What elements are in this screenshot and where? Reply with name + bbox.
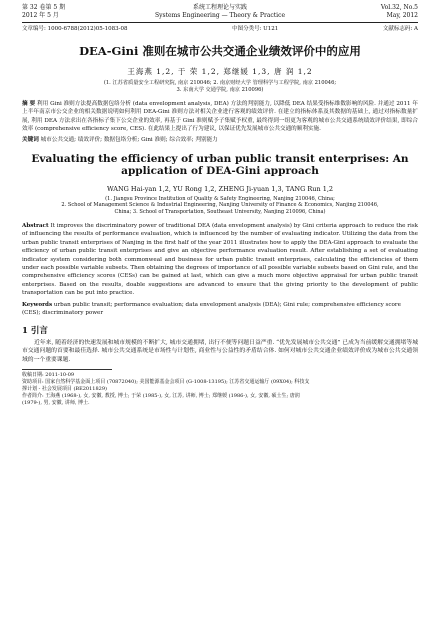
abstract-en-label: Abstract [22, 223, 49, 230]
affiliations-en [22, 196, 418, 216]
funding-line1: 资助项目: 国家自然科学基金面上项目 (70872040); 美国能源基金会项目 (G-1008-13195); 江苏省交通运输厅 (09X04); 科技支 [22, 379, 310, 386]
keywords-en-text: urban public transit; performance evaluation; data envelopment analysis (DEA); Gini rule; comprehensive efficiency score (CES); discriminatory power [22, 301, 401, 316]
title-en [22, 153, 418, 178]
journal-name-zh: 系统工程理论与实践 [192, 4, 247, 11]
volume-zh: 第 32 卷第 5 期 [22, 4, 66, 11]
authors-zh: 王海燕 1,2, 于 荣 1,2, 郑继媛 1,3, 唐 润 1,2 [127, 67, 313, 76]
keywords-zh-text: 城市公共交通; 绩效评价; 数据包络分析; Gini 准则; 综合效率; 判别能力 [40, 136, 218, 143]
title-zh: DEA-Gini 准则在城市公共交通企业绩效评价中的应用 [79, 44, 361, 58]
abstract-zh-label: 摘 要 [22, 101, 36, 107]
article-meta [22, 26, 418, 33]
date-en: May, 2012 [386, 12, 418, 19]
header-right [328, 4, 418, 20]
journal-name-en: Systems Engineering — Theory & Practice [154, 12, 286, 19]
section-heading-intro: 1 引言 [22, 325, 48, 336]
header-left [22, 4, 112, 20]
date-zh: 2012 年 5 月 [22, 12, 59, 19]
title-en-line2: application of DEA-Gini approach [121, 165, 319, 178]
volume-en: Vol.32, No.5 [380, 4, 418, 11]
affiliation-zh-line1: (1. 江苏省质量安全工程研究院, 南京 210046; 2. 南京财经大学 管理科学与工程学院, 南京 210046; [103, 80, 337, 86]
header-rule [22, 22, 418, 23]
document-code: 文献标志码: A [382, 26, 418, 32]
abstract-zh [22, 100, 418, 134]
article-id: 文章编号: 1000-6788(2012)05-1083-08 [22, 26, 128, 32]
abstract-en-text: It improves the discriminatory power of traditional DEA (data envelopment analysis) by Gini criteria approach to reduce the risk of influencing the results of performance evaluation, which is influenced by the number of evaluating indicator. Utilizing the data from the urban public transit enterprises of Nanjing in the first half of the year 2011 illustrates how to apply the DEA-Gini approach to evaluate the efficiency of urban public transit enterprises and give an objective performance evaluation result. After establishing a set of evaluating indicator system considering both commonweal and business for urban public transit enterprises, calculating the efficiencies of them under each possible variable subsets. Then obtaining the degrees of importance of all possible variable subsets based on Gini rule, and the comprehensive efficiency scores (CESs) can be gained at last, which can give a much more objective appraisal for urban public transit enterprises. Based on the results, doable suggestions are advanced to ensure that the giving priority to the development of public transportation can be put into practice. [22, 223, 418, 297]
intro-paragraph: 近年来, 随着经济的快速发展和城市规模的不断扩大, 城市交通拥堵, 出行不便等问题日益严重. “优先发展城市公共交通” 已成为当前缓解交通拥堵等城市交通问题的首要和最佳选择. 城市公共交通系统是市场性与计划性, 商业性与公益性的矛盾结合体. 如何对城市公共交通企业绩效评价成为城市公共交通领域的一个重要课题. [22, 339, 418, 363]
clc-number: 中图分类号: U121 [232, 26, 279, 32]
affiliation-en-line1: (1. Jiangsu Province Institution of Quality & Safety Engineering, Nanjing 210046, China; [105, 195, 335, 202]
footnote-rule [22, 369, 112, 370]
journal-header [22, 4, 418, 20]
authors-en: WANG Hai-yan 1,2, YU Rong 1,2, ZHENG Ji-yuan 1,3, TANG Run 1,2 [106, 184, 334, 193]
received-date: 收稿日期: 2011-10-09 [22, 372, 75, 379]
title-en-line1: Evaluating the efficiency of urban public transit enterprises: An [31, 152, 409, 165]
keywords-en [22, 301, 418, 317]
footnote [22, 372, 418, 407]
abstract-en [22, 222, 418, 298]
keywords-zh-label: 关键词 [22, 136, 39, 143]
affiliations-zh [22, 80, 418, 94]
affiliation-en-line3: China; 3. School of Transportation, Southeast University, Nanjing 210096, China) [114, 209, 326, 216]
author-bio-line2: (1979-), 男, 安徽, 讲师, 博士. [22, 400, 90, 407]
keywords-zh [22, 136, 418, 144]
abstract-zh-text: 利用 Gini 准则方法提高数据包络分析 (data envelopment analysis, DEA) 方法的判别能力, 以降低 DEA 结果受指标维数影响的风险. 并通过 2011 年上半年南京市公交企业的相关数据说明如何利用 DEA-Gini 准则方法对相关企业进行客观的绩效评价. 在建立的指标体系及其数据的基础上, 通过对指标数量扩展, 利用 DEA 方法求出在各指标子集下公交企业的效率, 再基于 Gini 准则赋予子集赋予权重, 最终得到一组更为客观的城市公共交通系统绩效评价结果, 即综合效率 (comprehensive efficiency score, CES). 在此结果上提出了行为建议, 以保证优先发展城市公共交通的顺利实施. [22, 101, 418, 133]
affiliation-en-line2: 2. School of Management Science & Industrial Engineering, Nanjing University of Finance & Economics, Nanjing 210046, [61, 202, 379, 209]
funding-line2: 撑计划 - 社会发展项目 (BE2011829) [22, 386, 107, 393]
keywords-en-label: Keywords [22, 301, 53, 308]
author-bio-line1: 作者简介: 王海燕 (1968-), 女, 安徽, 教授, 博士; 于荣 (1985-), 女, 江苏, 讲师, 博士; 郑继媛 (1986-), 女, 安徽, 硕士生; 唐润 [22, 393, 300, 400]
header-center [112, 4, 328, 20]
affiliation-zh-line2: 3. 东南大学 交通学院, 南京 210096) [176, 87, 264, 93]
